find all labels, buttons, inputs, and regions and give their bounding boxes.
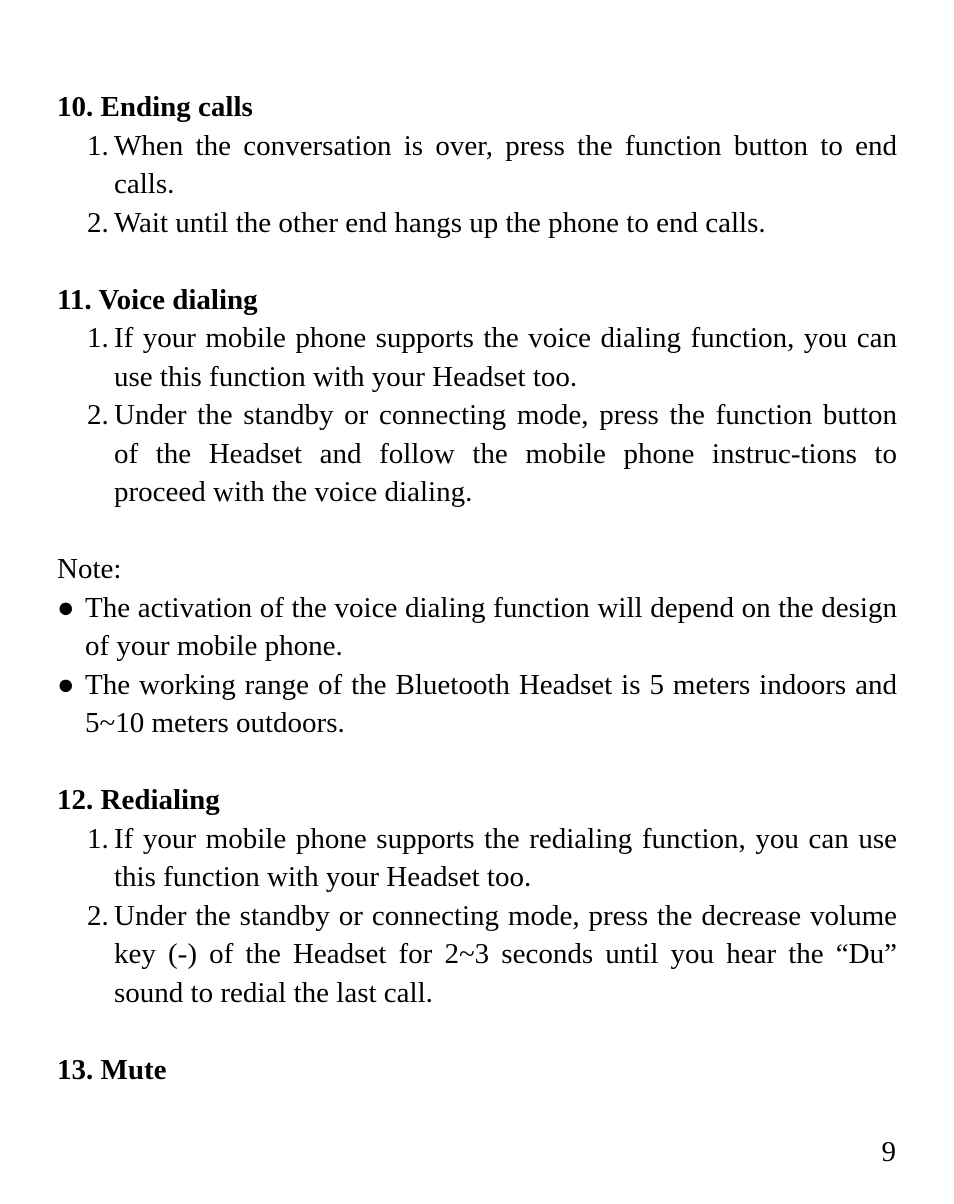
list-item: [57, 127, 897, 204]
bullet-icon: ●: [57, 668, 75, 701]
item-text: Wait until the other end hangs up the phone to end calls.: [114, 206, 766, 239]
section-heading: 12. Redialing: [57, 784, 220, 816]
numbered-list: [57, 319, 897, 512]
spacer: [57, 512, 897, 551]
numbered-list: [57, 127, 897, 243]
section-ending-calls: [57, 88, 897, 242]
item-text: If your mobile phone supports the voice dialing function, you can use this function with your Headset too.: [114, 322, 897, 393]
item-number: 1.: [87, 822, 109, 855]
section-heading: 10. Ending calls: [57, 91, 253, 123]
list-item: [57, 319, 897, 396]
note-label: Note:: [57, 553, 122, 585]
section-redialing: [57, 781, 897, 1012]
list-item: [57, 396, 897, 512]
item-number: 1.: [87, 322, 109, 354]
item-number: 2.: [87, 899, 109, 932]
numbered-list: [57, 820, 897, 1013]
note-bullet: [57, 589, 897, 666]
section-heading: 11. Voice dialing: [57, 283, 258, 316]
spacer: [57, 1012, 897, 1051]
section-heading: 13. Mute: [57, 1053, 167, 1086]
bullet-text: The working range of the Bluetooth Headset is 5 meters indoors and 5~10 meters outdoors.: [85, 668, 897, 739]
item-text: When the conversation is over, press the function button to end calls.: [114, 129, 897, 200]
section-mute: [57, 1051, 897, 1090]
item-text: If your mobile phone supports the redialing function, you can use this function with your Headset too.: [114, 822, 897, 893]
spacer: [57, 743, 897, 782]
item-number: 1.: [87, 129, 109, 162]
note-block: [57, 550, 897, 743]
section-voice-dialing: [57, 281, 897, 512]
list-item: [57, 820, 897, 897]
list-item: [57, 897, 897, 1013]
bullet-text: The activation of the voice dialing function will depend on the design of your mobile phone.: [85, 591, 897, 662]
list-item: [57, 204, 897, 243]
page-number: 9: [881, 1136, 896, 1168]
spacer: [57, 242, 897, 281]
item-text: Under the standby or connecting mode, press the decrease volume key (-) of the Headset for 2~3 seconds until you hear the “Du” sound to redial the last call.: [114, 899, 897, 1009]
item-number: 2.: [87, 206, 109, 239]
note-bullet: [57, 666, 897, 743]
item-text: Under the standby or connecting mode, press the function button of the Headset and follow the mobile phone instruc-tions to proceed with the voice dialing.: [114, 399, 897, 508]
manual-page: [57, 88, 897, 1089]
item-number: 2.: [87, 399, 109, 431]
bullet-icon: ●: [57, 591, 75, 624]
